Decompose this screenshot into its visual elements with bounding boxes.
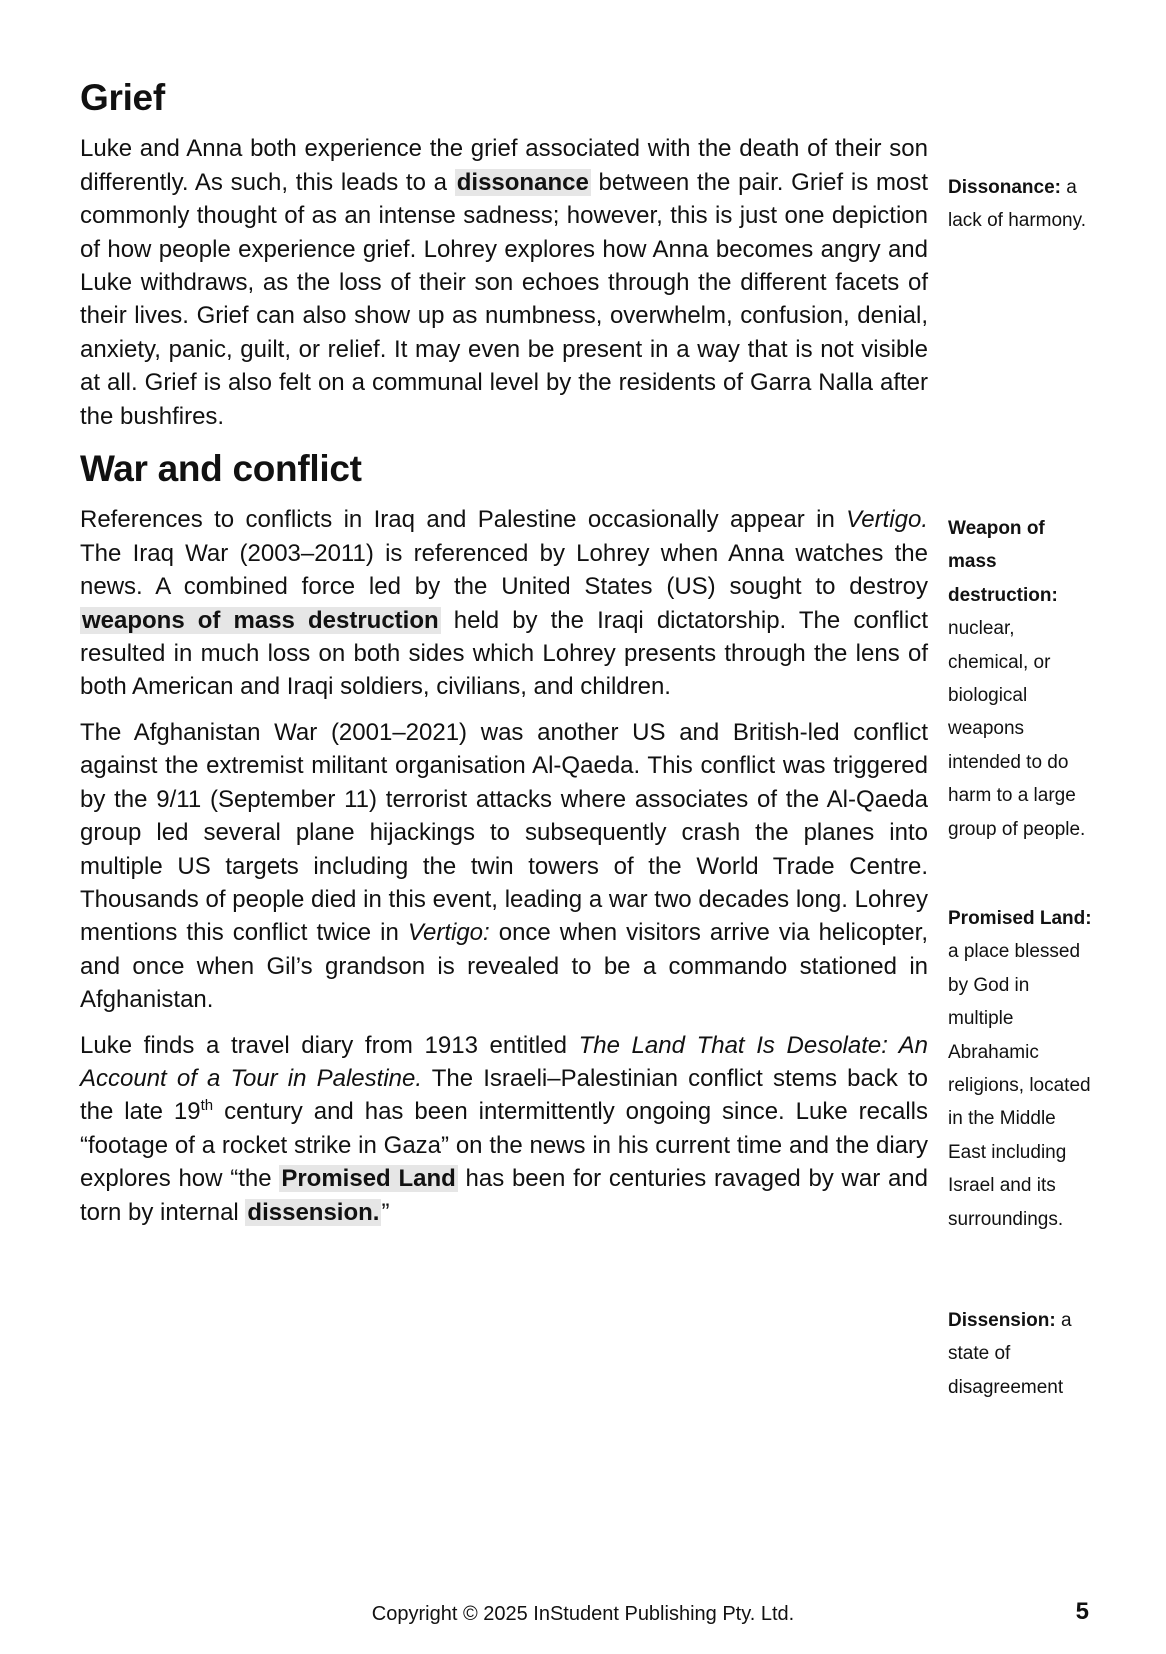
glossary-note-dissension: [948, 1304, 1098, 1404]
text-run: Luke and Anna both experience the grief associated with the death of their son differently. As such, this leads to a: [80, 135, 928, 196]
text-run: ”: [381, 1198, 390, 1226]
italic-title: The Land That Is Desolate: An Account of a Tour in Palestine.: [80, 1031, 928, 1092]
glossary-term: Promised Land:: [948, 908, 1092, 929]
glossary-definition: a lack of harmony.: [948, 177, 1086, 232]
glossary-term: Dissension:: [948, 1310, 1056, 1331]
text-run: References to conflicts in Iraq and Palestine occasionally appear in: [80, 506, 847, 534]
paragraph-palestine: [80, 1029, 928, 1229]
paragraph-grief: [80, 132, 928, 433]
glossary-term: Dissonance:: [948, 177, 1061, 198]
heading-war-and-conflict: War and conflict: [80, 448, 362, 490]
page-number: 5: [1075, 1598, 1089, 1625]
paragraph-afghanistan: [80, 716, 928, 1017]
text-run: held by the Iraqi dictatorship. The conflict resulted in much loss on both sides which Lohrey presents through the lens of both American and Iraqi soldiers, civilians, and children.: [80, 606, 929, 701]
heading-grief: Grief: [80, 77, 165, 118]
text-run: between the pair. Grief is most commonly thought of as an intense sadness; however, this is just one depiction of how people experience grief. Lohrey explores how Anna becomes angry and Luke withdraws, as the loss of their son echoes through the different facets of their lives. Grief can also show up as numbness, overwhelm, confusion, denial, anxiety, panic, guilt, or relief. It may even be present in a way that is not visible at all. Grief is also felt on a communal level by the residents of Garra Nalla after the bushfires.: [80, 168, 928, 430]
paragraph-iraq: [80, 503, 928, 703]
text-run: The Iraq War (2003–2011) is referenced by Lohrey when Anna watches the news. A combined force led by the United States (US) sought to destroy: [80, 539, 928, 601]
main-column: [80, 76, 928, 1241]
text-run: Luke finds a travel diary from 1913 entitled: [80, 1031, 579, 1059]
highlight-dissension: dissension.: [247, 1198, 380, 1226]
italic-title: Vertigo.: [846, 506, 928, 534]
glossary-note-promised-land: [948, 902, 1098, 1236]
glossary-definition: nuclear, chemical, or biological weapons intended to do harm to a large group of people.: [948, 618, 1086, 840]
glossary-definition: a place blessed by God in multiple Abrahamic religions, located in the Middle East including Israel and its surroundings.: [948, 941, 1091, 1230]
italic-title: Vertigo:: [407, 919, 490, 947]
glossary-term: Weapon of mass destruction:: [948, 518, 1058, 606]
text-run: has been for centuries ravaged by war and torn by internal: [80, 1165, 928, 1226]
glossary-note-dissonance: [948, 171, 1098, 238]
text-run: once when visitors arrive via helicopter, and once when Gil’s grandson is revealed to be a commando stationed in Afghanistan.: [80, 919, 928, 1014]
glossary-definition: a state of disagreement: [948, 1310, 1072, 1398]
highlight-wmd: weapons of mass destruction: [82, 606, 439, 634]
highlight-dissonance: dissonance: [456, 168, 589, 196]
highlight-promised-land: Promised Land: [281, 1165, 456, 1193]
text-run: century and has been intermittently ongoing since. Luke recalls “footage of a rocket strike in Gaza” on the news in his current time and the diary explores how “the: [80, 1098, 928, 1193]
text-run: The Afghanistan War (2001–2021) was another US and British-led conflict against the extremist militant organisation Al-Qaeda. This conflict was triggered by the 9/11 (September 11) terrorist attacks where associates of the Al-Qaeda group led several plane hijackings to subsequently crash the planes into multiple US targets including the twin towers of the World Trade Centre. Thousands of people died in this event, leading a war two decades long. Lohrey mentions this conflict twice in: [80, 718, 928, 947]
footer-copyright: Copyright © 2025 InStudent Publishing Pty. Ltd.: [371, 1603, 795, 1625]
superscript: th: [200, 1097, 214, 1115]
text-run: The Israeli–Palestinian conflict stems back to the late 19: [80, 1064, 928, 1126]
glossary-note-wmd: [948, 512, 1098, 846]
